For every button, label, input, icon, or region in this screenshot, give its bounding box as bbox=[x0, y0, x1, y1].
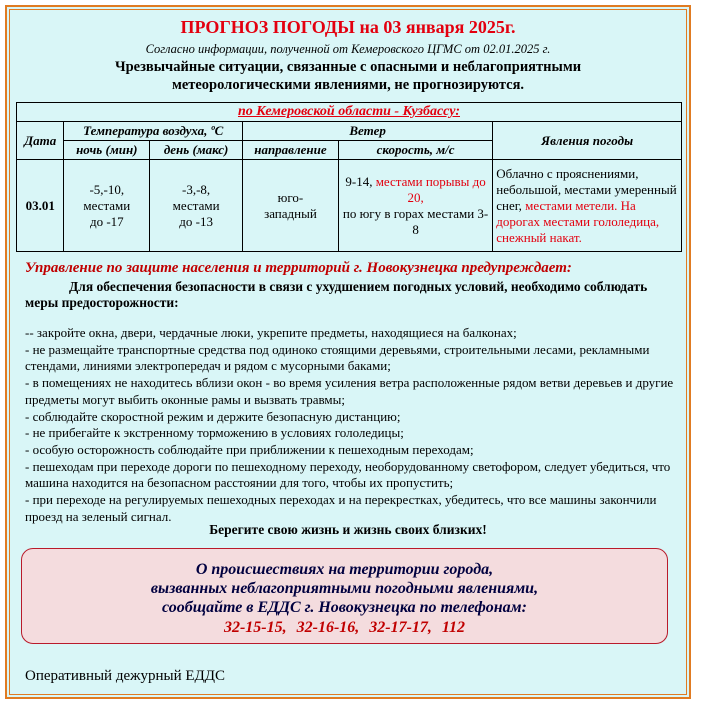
col-date: Дата bbox=[17, 122, 64, 160]
list-item: - при переходе на регулируемых пешеходных переходах и на перекрестках, убедитесь, что все машины закончили проезд на зеленый сигнал. bbox=[25, 492, 657, 524]
phenomena-main: Облачно с прояснениями, небольшой, местами умеренный снег, bbox=[496, 165, 677, 213]
closing-appeal: Берегите свою жизнь и жизнь своих близких! bbox=[209, 522, 487, 537]
warning-header: Управление по защите населения и территорий г. Новокузнецка предупреждает: bbox=[25, 260, 572, 276]
speed-south: по югу в горах местами 3-8 bbox=[342, 205, 489, 237]
day-line-2: местами bbox=[172, 197, 220, 213]
edds-line-2: вызванных неблагоприятными погодными явлениями, bbox=[150, 580, 539, 597]
no-hazards-statement: Чрезвычайные ситуации, связанные с опасными и неблагоприятными метеорологическими явлениями, не прогнозируются. bbox=[114, 59, 582, 93]
cell-phenomena bbox=[493, 160, 682, 252]
edds-phones: 32-15-15, 32-16-16, 32-17-17, 112 bbox=[223, 619, 466, 636]
safety-intro: Для обеспечения безопасности в связи с ухудшением погодных условий, необходимо соблюдать меры предосторожности: bbox=[25, 279, 648, 310]
list-item: - в помещениях не находитесь вблизи окон - во время усиления ветра расположенные рядом ветви деревьев и другие предметы могут выбить оконные рамы и вызвать травмы; bbox=[25, 375, 674, 407]
direction-line-1: юго- bbox=[277, 189, 304, 205]
edds-line-1: О происшествиях на территории города, bbox=[195, 561, 494, 578]
cell-day bbox=[150, 160, 243, 252]
list-item: -- закройте окна, двери, чердачные люки, укрепите предметы, находящиеся на балконах; bbox=[25, 325, 517, 340]
night-line-2: местами bbox=[83, 197, 131, 213]
col-day: день (макс) bbox=[150, 141, 243, 160]
cell-direction bbox=[243, 160, 339, 252]
col-direction: направление bbox=[243, 141, 339, 160]
speed-gusts: местами порывы до 20, bbox=[375, 173, 486, 205]
list-item: - не размещайте транспортные средства под одиноко стоящими деревьями, строительными лесами, рекламными стендами, линиями электропередач и рядом с мусорными баками; bbox=[25, 341, 650, 374]
source-note: Согласно информации, полученной от Кемеровского ЦГМС от 02.01.2025 г. bbox=[145, 42, 551, 56]
region-header: по Кемеровской области - Кузбассу: bbox=[17, 103, 682, 122]
list-item: - пешеходам при переходе дороги по пешеходному переходу, необорудованному светофором, следует убедиться, что машина находится на безопасном расстоянии для того, чтобы их пропустить; bbox=[25, 458, 671, 491]
col-wind: Ветер bbox=[243, 122, 493, 141]
page-frame bbox=[5, 5, 691, 699]
day-line-1: -3,-8, bbox=[182, 181, 211, 197]
edds-line-3: сообщайте в ЕДДС г. Новокузнецка по телефонам: bbox=[162, 599, 527, 616]
safety-rules-list bbox=[25, 325, 675, 525]
page-title: ПРОГНОЗ ПОГОДЫ на 03 января 2025г. bbox=[180, 17, 516, 37]
day-line-3: до -13 bbox=[179, 213, 213, 229]
night-line-1: -5,-10, bbox=[89, 181, 125, 197]
cell-date: 03.01 bbox=[17, 160, 64, 252]
cell-speed bbox=[338, 160, 492, 252]
night-line-3: до -17 bbox=[89, 213, 124, 229]
list-item: - не прибегайте к экстренному торможению в условиях гололедицы; bbox=[25, 425, 404, 441]
list-item: - особую осторожность соблюдайте при приближении к пешеходным переходам; bbox=[25, 441, 474, 457]
list-item: - соблюдайте скоростной режим и держите безопасную дистанцию; bbox=[25, 408, 401, 424]
signature: Оперативный дежурный ЕДДС bbox=[25, 668, 226, 684]
col-night: ночь (мин) bbox=[64, 141, 150, 160]
forecast-table bbox=[16, 102, 682, 252]
col-phenomena: Явления погоды bbox=[493, 122, 682, 160]
col-speed: скорость, м/с bbox=[338, 141, 492, 160]
direction-line-2: западный bbox=[264, 205, 317, 221]
speed-main: 9-14, bbox=[345, 173, 373, 189]
cell-night bbox=[64, 160, 150, 252]
col-temperature: Температура воздуха, ºС bbox=[64, 122, 243, 141]
edds-contact-box bbox=[21, 548, 668, 644]
phenomena-warning: местами метели. На дорогах местами гололедица, снежный накат. bbox=[496, 197, 660, 245]
